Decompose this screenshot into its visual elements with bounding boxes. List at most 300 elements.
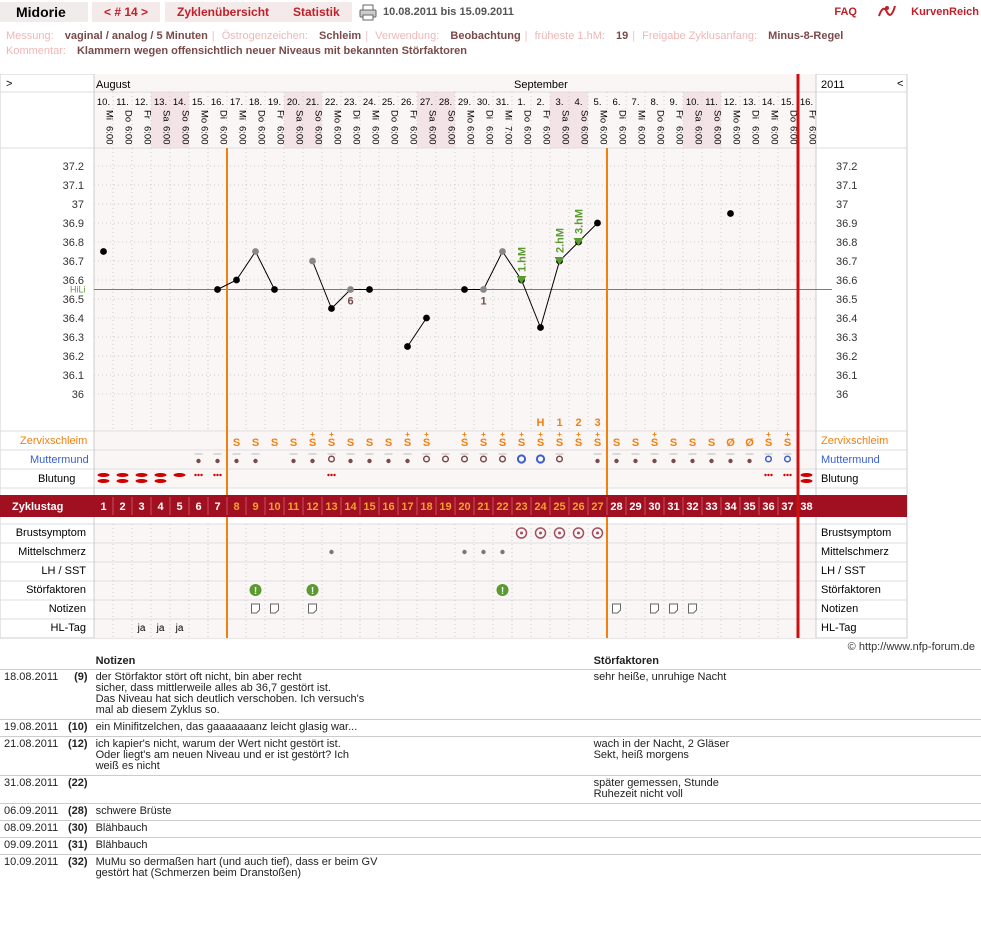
cervix-symbol: S [707,437,716,449]
cervix-symbol: S [327,437,336,449]
meta-key: Östrogenzeichen: [221,30,308,42]
excluded-temperature-point [309,258,316,265]
bleeding-heavy [136,473,148,477]
cycle-day-number: 36 [762,501,775,513]
lower-row-label-right: LH / SST [821,565,866,577]
ytick-label-left: 36.5 [62,294,84,306]
note-stoerfaktor [590,838,981,855]
time-label: 6:00 [540,126,552,145]
cycle-day-number: 13 [325,501,338,513]
ytick-label-left: 36.2 [62,351,84,363]
time-label: 6:00 [483,126,495,145]
note-date: 08.09.2011 [0,821,64,838]
weekday-label: Mo [464,110,476,124]
cervix-symbol: S [422,437,431,449]
date-label: 25. [381,97,396,108]
date-label: 23. [343,97,358,108]
note-icon [670,604,678,613]
mumu-dot [709,459,713,463]
notes-row [0,670,981,720]
time-label: 6:00 [407,126,419,145]
cycle-day-number: 27 [591,501,604,513]
time-label: 6:00 [179,126,191,145]
weekday-label: So [445,110,457,122]
weekday-label: Sa [160,110,172,122]
print-icon[interactable] [359,4,377,21]
comment-key: Kommentar: [6,45,66,57]
meta-key: Freigabe Zyklusanfang: [642,30,758,42]
excluded-annotation: 6 [347,295,354,308]
ytick-label-left: 36.7 [62,256,84,268]
tab-cycle-overview[interactable]: Zyklenübersicht [165,2,281,22]
bleeding-spotting [764,474,766,476]
weekday-label: Do [255,110,267,123]
time-label: 6:00 [445,126,457,145]
note-stoerfaktor [590,821,981,838]
cycle-day-number: 1 [100,501,107,513]
cycle-day-number: 31 [667,501,680,513]
peak-label: H [536,417,545,429]
cervix-symbol: S [631,437,640,449]
temperature-point [461,286,468,293]
lower-row-label-right: Störfaktoren [821,584,881,596]
bleeding-spotting [194,474,196,476]
weekday-label: Do [388,110,400,123]
note-cycle-day: (9) [64,670,92,720]
ytick-label-right: 36.5 [836,294,858,306]
cycle-day-number: 30 [648,501,661,513]
time-label: 6:00 [787,126,799,145]
time-label: 6:00 [692,126,704,145]
mumu-dot [234,459,238,463]
row-label-blutung-right: Blutung [821,473,859,485]
note-text: der Störfaktor stört oft nicht, bin aber recht sicher, dass mittlerweile alles ab 36,7 gestört ist. Das Niveau hat sich deutlich verschoben. Ich versuch's mal ab diesem Zyklus so. [92,670,590,720]
note-text: ein Minifitzelchen, das gaaaaaaanz leicht glasig war... [92,720,590,737]
notes-row [0,720,981,737]
time-label: 6:00 [141,126,153,145]
row-label-blutung: Blutung [38,473,76,485]
note-cycle-day: (28) [64,804,92,821]
weekday-label: Di [483,110,495,119]
bleeding-spotting [197,474,199,476]
date-label: 21. [305,97,320,108]
cervix-symbol: S [460,437,469,449]
temperature-point [727,210,734,217]
row-label-zervixschleim: Zervixschleim [20,435,88,447]
weekday-label: Mo [730,110,742,124]
bleeding-spotting [786,474,788,476]
bleeding-spotting [330,474,332,476]
cycle-day-number: 3 [138,501,145,513]
meta-value: vaginal / analog / 5 Minuten [64,30,208,42]
cervix-symbol: S [289,437,298,449]
note-icon [651,604,659,613]
time-label: 6:00 [749,126,761,145]
note-icon [271,604,279,613]
ytick-label-left: 36.3 [62,332,84,344]
bleeding-heavy [98,473,110,477]
time-label: 6:00 [768,126,780,145]
cycle-day-number: 21 [477,501,490,513]
note-date: 19.08.2011 [0,720,64,737]
cycle-day-number: 37 [781,501,794,513]
cycle-day-number: 2 [119,501,126,513]
weekday-label: So [179,110,191,122]
cervix-symbol: S [574,437,583,449]
date-label: 15. [191,97,206,108]
cervix-symbol: S [764,437,773,449]
weekday-label: Fr [540,110,552,119]
time-label: 6:00 [521,126,533,145]
ytick-label-right: 37.1 [836,180,858,192]
ytick-label-right: 36 [836,389,849,401]
bleeding-spotting [219,474,221,476]
mumu-dot [367,459,371,463]
time-label: 6:00 [255,126,267,145]
ytick-label-right: 36.7 [836,256,858,268]
hl-tag-label: ja [175,623,184,634]
ytick-label-right: 36.3 [836,332,858,344]
breast-symptom-icon-center [520,532,523,535]
peak-label: 2 [575,417,582,429]
weekday-label: Mi [502,110,514,121]
cycle-day-number: 22 [496,501,509,513]
bleeding-heavy [155,473,167,477]
date-label: 11. [116,97,129,108]
ytick-label-right: 36.1 [836,370,858,382]
cervix-plus: + [595,430,600,439]
weekday-label: Sa [426,110,438,122]
time-label: 6:00 [711,126,723,145]
time-label: 6:00 [464,126,476,145]
cervix-symbol: S [688,437,697,449]
time-label: 6:00 [217,126,229,145]
notes-row [0,855,981,883]
bleeding-heavy [155,479,167,483]
weekday-label: Di [217,110,229,119]
weekday-label: Do [122,110,134,123]
hm-marker-label: 1.hM [516,246,529,272]
meta-line-2 [6,45,467,57]
note-stoerfaktor: später gemessen, Stunde Ruhezeit nicht voll [590,776,981,804]
date-label: 18. [248,97,263,108]
date-label: 20. [286,97,301,108]
cycle-chart [0,74,981,640]
excluded-temperature-point [347,286,354,293]
note-icon [613,604,621,613]
weekday-label: Di [749,110,761,119]
cervix-plus: + [766,430,771,439]
cervix-plus: + [462,430,467,439]
mumu-dot [310,459,314,463]
weekday-label: Do [521,110,533,123]
weekday-label: Mi [768,110,780,121]
date-label: 29. [457,97,472,108]
weekday-label: Di [616,110,628,119]
note-text [92,776,590,804]
weekday-label: Mi [369,110,381,121]
lower-row-label: Störfaktoren [26,584,86,596]
time-label: 6:00 [597,126,609,145]
time-label: 6:00 [122,126,134,145]
note-cycle-day: (12) [64,737,92,776]
notes-header-row [0,653,981,670]
mumu-dot [405,459,409,463]
time-label: 6:00 [350,126,362,145]
cervix-plus: + [329,430,334,439]
meta-value: Beobachtung [450,30,521,42]
mumu-dot [652,459,656,463]
meta-line-1: Messung: vaginal / analog / 5 Minuten | Östrogenzeichen: Schleim | Verwendung: Beobachtung | früheste 1.hM: 19 | Freigabe Zyklusanfang: Minus-8-Regel [6,30,844,42]
top-bar [0,0,981,26]
cycle-day-number: 8 [233,501,240,513]
date-label: 31. [495,97,510,108]
cycle-day-number: 23 [515,501,528,513]
date-label: 24. [362,97,377,108]
month-label: September [514,79,568,91]
meta-key: früheste 1.hM: [534,30,605,42]
ytick-label-right: 36.9 [836,218,858,230]
cycle-day-number: 19 [439,501,452,513]
kurvenreich-logo-icon [877,2,897,20]
cervix-symbol: S [536,437,545,449]
note-cycle-day: (22) [64,776,92,804]
meta-value: 19 [615,30,629,42]
cycle-day-number: 28 [610,501,623,513]
stoerfaktor-icon-glyph: ! [310,586,315,597]
note-icon [309,604,317,613]
stoerfaktor-icon-glyph: ! [500,586,505,597]
weekday-label: Fr [274,110,286,119]
note-cycle-day: (32) [64,855,92,883]
bleeding-medium [174,473,186,477]
lower-row-label-right: Notizen [821,603,859,615]
ytick-label-left: 36.4 [62,313,84,325]
bleeding-heavy [117,479,129,483]
cervix-symbol: S [783,437,792,449]
row-label-muttermund-right: Muttermund [821,454,880,466]
cervix-plus: + [310,430,315,439]
notes-row [0,776,981,804]
temperature-point [404,343,411,350]
ytick-label-right: 37.2 [836,161,858,173]
time-label: 6:00 [673,126,685,145]
temperature-point [271,286,278,293]
lower-row-label: HL-Tag [50,622,86,634]
cycle-day-number: 15 [363,501,376,513]
cycle-day-number: 6 [195,501,202,513]
bleeding-heavy [117,473,129,477]
meta-key: Verwendung: [375,30,440,42]
note-cycle-day: (30) [64,821,92,838]
date-label: 27. [419,97,434,108]
mumu-dot [614,459,618,463]
date-label: 16. [799,97,814,108]
date-label: 11. [705,97,718,108]
cervix-symbol: S [650,437,659,449]
faq-link[interactable]: FAQ [834,6,857,18]
ytick-label-right: 36.4 [836,313,858,325]
temperature-point [328,305,335,312]
time-label: 7:00 [502,126,514,145]
notes-column-header: Notizen [95,655,136,667]
hm-marker-label: 3.hM [573,208,586,234]
ytick-label-left: 36.1 [62,370,84,382]
bleeding-spotting [767,474,769,476]
note-cycle-day: (10) [64,720,92,737]
nav-right-arrow: < [897,78,904,90]
date-label: 12. [134,97,149,108]
cervix-symbol: S [479,437,488,449]
tab-statistics[interactable]: Statistik [281,2,352,22]
date-range: 10.08.2011 bis 15.09.2011 [383,6,514,18]
cervix-symbol: S [308,437,317,449]
cervix-symbol: Ø [745,437,754,449]
cycle-day-number: 14 [344,501,357,513]
notes-row [0,804,981,821]
weekday-label: Mi [236,110,248,121]
weekday-label: Fr [407,110,419,119]
breast-symptom-icon-center [539,532,542,535]
date-label: 5. [593,97,602,108]
cycle-day-number: 34 [724,501,737,513]
ytick-label-left: 36.8 [62,237,84,249]
time-label: 6:00 [369,126,381,145]
row-label-muttermund: Muttermund [30,454,89,466]
cycle-day-number: 25 [553,501,566,513]
year-label: 2011 [821,79,845,91]
temperature-point [366,286,373,293]
date-label: 7. [631,97,640,108]
cycle-day-number: 5 [176,501,183,513]
note-stoerfaktor [590,720,981,737]
cervix-plus: + [405,430,410,439]
note-stoerfaktor [590,804,981,821]
bleeding-spotting [200,474,202,476]
note-stoerfaktor: sehr heiße, unruhige Nacht [590,670,981,720]
cycle-day-number: 18 [420,501,433,513]
date-label: 10. [685,97,700,108]
lower-row-label-right: Mittelschmerz [821,546,889,558]
weekday-label: Do [787,110,799,123]
cycle-day-number: 10 [268,501,281,513]
meta-value: Schleim [319,30,362,42]
date-label: 3. [555,97,564,108]
cervix-symbol: S [232,437,241,449]
date-label: 14. [761,97,776,108]
cervix-symbol: S [403,437,412,449]
time-label: 6:00 [312,126,324,145]
date-label: 2. [536,97,545,108]
mittelschmerz-dot [481,550,485,554]
note-icon [689,604,697,613]
nav-left-arrow: > [6,78,13,90]
excluded-temperature-point [252,248,259,255]
weekday-label: Mo [597,110,609,124]
mumu-dot [348,459,352,463]
time-label: 6:00 [274,126,286,145]
weekday-label: Sa [692,110,704,122]
temperature-point [100,248,107,255]
bleeding-spotting [770,474,772,476]
cervix-symbol: S [612,437,621,449]
notes-row [0,821,981,838]
date-label: 28. [438,97,453,108]
cervix-plus: + [557,430,562,439]
cycle-day-number: 38 [800,501,813,513]
comment-value: Klammern wegen offensichtlich neuer Niveaus mit bekannten Störfaktoren [76,45,467,57]
mumu-dot [253,459,257,463]
note-date: 31.08.2011 [0,776,64,804]
copyright-credit: © http://www.nfp-forum.de [847,641,975,653]
note-text: ich kapier's nicht, warum der Wert nicht gestört ist. Oder liegt's am neuen Niveau und er ist gestört? Ich weiß es nicht [92,737,590,776]
date-label: 16. [210,97,225,108]
bleeding-spotting [216,474,218,476]
peak-label: 3 [594,417,601,429]
ytick-label-right: 37 [836,199,849,211]
cervix-plus: + [481,430,486,439]
breast-symptom-icon-center [577,532,580,535]
lower-row-label: LH / SST [41,565,86,577]
mumu-dot [291,459,295,463]
time-label: 6:00 [578,126,590,145]
cycle-nav[interactable]: < # 14 > [92,2,160,22]
cycle-day-number: 4 [157,501,164,513]
time-label: 6:00 [236,126,248,145]
cervix-symbol: S [251,437,260,449]
cervix-symbol: S [346,437,355,449]
note-cycle-day: (31) [64,838,92,855]
ytick-label-left: 37 [71,199,84,211]
cervix-plus: + [424,430,429,439]
bleeding-heavy [801,479,813,483]
mumu-dot [386,459,390,463]
weekday-label: Sa [293,110,305,122]
cervix-symbol: S [517,437,526,449]
cervix-plus: + [652,430,657,439]
time-label: 6:00 [198,126,210,145]
ytick-label-left: 37.1 [62,180,84,192]
time-label: 6:00 [293,126,305,145]
ytick-label-right: 36.2 [836,351,858,363]
date-label: 8. [650,97,659,108]
cycle-day-number: 33 [705,501,718,513]
note-text: schwere Brüste [92,804,590,821]
weekday-label: So [312,110,324,122]
note-stoerfaktor [590,855,981,883]
date-label: 13. [742,97,757,108]
row-label-zervixschleim-right: Zervixschleim [821,435,889,447]
date-label: 1. [517,97,526,108]
note-icon [252,604,260,613]
ytick-label-left: 36.9 [62,218,84,230]
ytick-label-left: 36.6 [62,275,84,287]
ytick-label-right: 36.6 [836,275,858,287]
note-text: Blähbauch [92,821,590,838]
cervix-symbol: Ø [726,437,735,449]
date-label: 17. [229,97,244,108]
lower-row-label: Notizen [48,603,86,615]
cycle-day-number: 9 [252,501,259,513]
stoerfaktor-icon-glyph: ! [253,586,258,597]
bleeding-spotting [789,474,791,476]
lower-row-label-right: Brustsymptom [821,527,892,539]
weekday-label: Mo [198,110,210,124]
bleeding-spotting [213,474,215,476]
kurvenreich-link[interactable]: KurvenReich [911,6,979,18]
temperature-point [423,315,430,322]
date-label: 14. [172,97,187,108]
